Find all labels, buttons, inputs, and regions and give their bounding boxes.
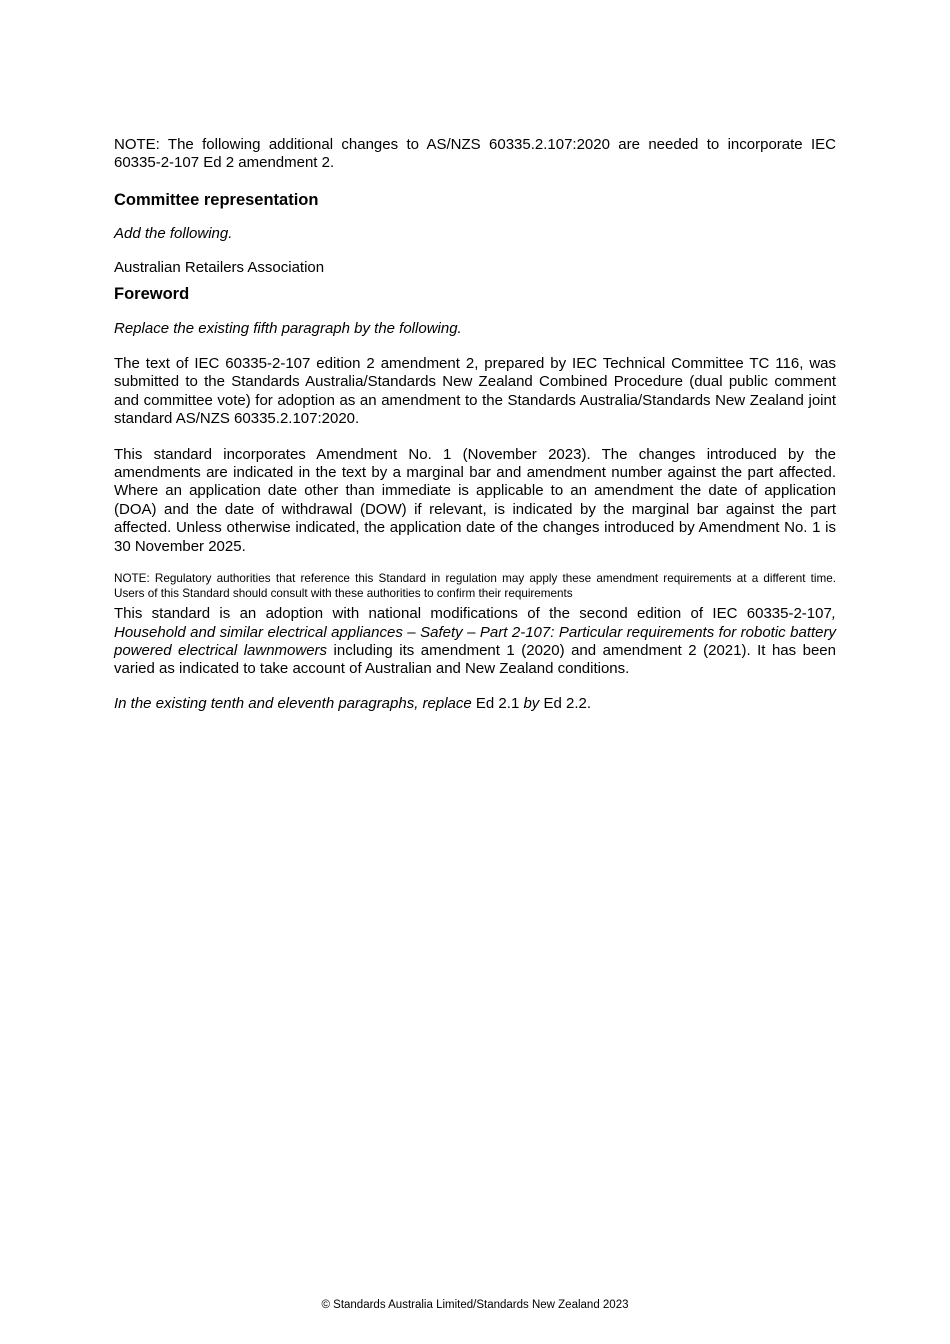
- ed-old: Ed 2.1: [471, 694, 520, 712]
- instruction-add-following: Add the following.: [114, 224, 233, 242]
- copyright-footer: © Standards Australia Limited/Standards New Zealand 2023: [321, 1299, 629, 1311]
- instruction-replace-fifth-paragraph: Replace the existing fifth paragraph by the following.: [114, 319, 462, 337]
- ed-new: Ed 2.2.: [539, 694, 592, 712]
- paragraph-adoption: [114, 605, 836, 679]
- paragraph-iec-submission: The text of IEC 60335-2-107 edition 2 amendment 2, prepared by IEC Technical Committee TC 116, was submitted to the Standards Australia/Standards New Zealand Combined Procedure (dual public comment and committee vote) for adoption as an amendment to the Standards Australia/Standards New Zealand joint standard AS/NZS 60335.2.107:2020.: [114, 355, 836, 428]
- adoption-standard-title: , Household and similar electrical appliances – Safety – Part 2-107: Particular requirements for robotic battery powered electrical lawnmowers: [114, 605, 836, 659]
- page-content: [114, 136, 836, 713]
- heading-committee-representation: Committee representation: [114, 190, 319, 209]
- note-additional-changes: NOTE: The following additional changes to AS/NZS 60335.2.107:2020 are needed to incorporate IEC 60335-2-107 Ed 2 amendment 2.: [114, 136, 836, 172]
- adoption-intro: This standard is an adoption with national modifications of the second edition of IEC 60335-2-107: [114, 605, 832, 623]
- adoption-rest: including its amendment 1 (2020) and amendment 2 (2021). It has been varied as indicated to take account of Australian and New Zealand conditions.: [114, 641, 836, 678]
- paragraph-edition-replacement: [114, 695, 836, 713]
- ed-instruction-2: by: [519, 694, 540, 712]
- heading-foreword: Foreword: [114, 284, 190, 303]
- paragraph-amendment-info: This standard incorporates Amendment No. 1 (November 2023). The changes introduced by the amendments are indicated in the text by a marginal bar and amendment number against the part affected. Where an application date other than immediate is applicable to an amendment the date of application (DOA) and the date of withdrawal (DOW) if relevant, is indicated by the marginal bar against the part affected. Unless otherwise indicated, the application date of the changes introduced by Amendment No. 1 is 30 November 2025.: [114, 445, 836, 555]
- ed-instruction-1: In the existing tenth and eleventh paragraphs, replace: [114, 694, 472, 712]
- committee-member: Australian Retailers Association: [114, 259, 325, 277]
- note-regulatory-authorities: NOTE: Regulatory authorities that reference this Standard in regulation may apply these amendment requirements at a different time. Users of this Standard should consult with these authorities to confirm their requirements: [114, 572, 836, 601]
